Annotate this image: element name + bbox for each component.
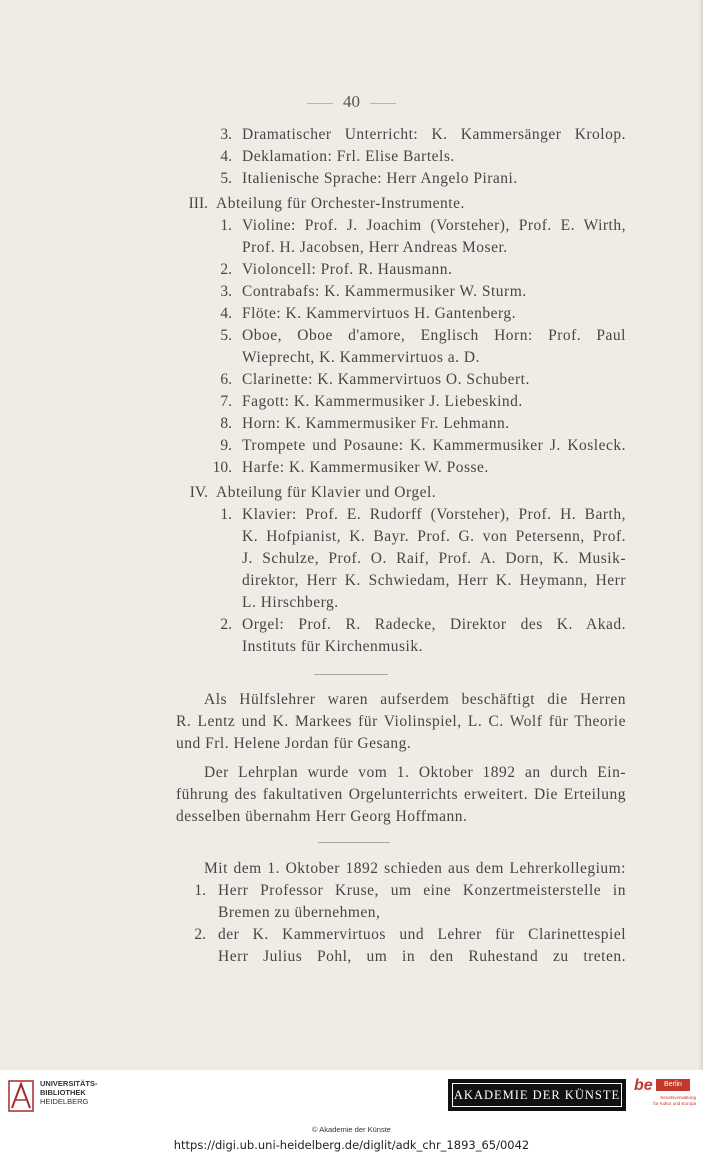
item-number: 2. (194, 926, 206, 943)
item-number: 10. (212, 459, 232, 476)
senate-subtitle (648, 1095, 696, 1106)
item-number: 1. (194, 882, 206, 899)
item-number: 1. (220, 217, 232, 234)
text-line: Italienische Sprache: Herr Angelo Pirani. (242, 170, 518, 187)
item-number: 4. (220, 148, 232, 165)
page-number-dash-left (307, 103, 333, 104)
viewer-footer (0, 1070, 703, 1156)
akademie-der-kuenste-logo[interactable] (448, 1079, 626, 1111)
item-number: 9. (220, 437, 232, 454)
section-heading: Abteilung für Klavier und Orgel. (216, 484, 437, 501)
text-line: Clarinette: K. Kammervirtuos O. Schubert. (242, 371, 530, 388)
text-line: Dramatischer Unterricht: K. Kammersänger Krolop. (242, 126, 626, 143)
adk-logo-text: AKADEMIE DER KÜNSTE (452, 1083, 622, 1107)
university-library-logo-icon[interactable] (8, 1078, 36, 1114)
text-line: Fagott: K. Kammermusiker J. Liebeskind. (242, 393, 523, 410)
text-line: Flöte: K. Kammervirtuos H. Gantenberg. (242, 305, 516, 322)
separator-rule (314, 674, 388, 675)
item-number: 5. (220, 327, 232, 344)
text-line: L. Hirschberg. (242, 594, 339, 611)
text-line: Orgel: Prof. R. Radecke, Direktor des K. Akad. (242, 616, 626, 633)
senate-subtitle-line: Senatsverwaltung (660, 1095, 696, 1100)
paragraph-line: R. Lentz und K. Markees für Violinspiel, L. C. Wolf für Theorie (176, 713, 626, 730)
item-number: 1. (220, 506, 232, 523)
page-edge-shadow (699, 0, 703, 1070)
university-library-name[interactable] (40, 1079, 98, 1106)
item-number: 7. (220, 393, 232, 410)
text-line: Violoncell: Prof. R. Hausmann. (242, 261, 453, 278)
ub-name-line: UNIVERSITÄTS- (40, 1079, 98, 1088)
text-line: Harfe: K. Kammermusiker W. Posse. (242, 459, 489, 476)
text-line: direktor, Herr K. Schwiedam, Herr K. Heymann, Herr (242, 572, 626, 589)
text-line: Klavier: Prof. E. Rudorff (Vorsteher), Prof. H. Barth, (242, 506, 626, 523)
permalink-url[interactable]: https://digi.ub.uni-heidelberg.de/diglit/adk_chr_1893_65/0042 (173, 1138, 530, 1152)
page-number-dash-right (370, 103, 396, 104)
text-line: Violine: Prof. J. Joachim (Vorsteher), Prof. E. Wirth, (242, 217, 626, 234)
paragraph-line: Der Lehrplan wurde vom 1. Oktober 1892 an durch Ein- (204, 764, 626, 781)
text-line: Oboe, Oboe d'amore, Englisch Horn: Prof. Paul (242, 327, 626, 344)
section-heading: Abteilung für Orchester-Instrumente. (216, 195, 465, 212)
text-line: Trompete und Posaune: K. Kammermusiker J. Kosleck. (242, 437, 626, 454)
paragraph-line: desselben übernahm Herr Georg Hoffmann. (176, 808, 468, 825)
text-line: der K. Kammervirtuos und Lehrer für Clarinettespiel (218, 926, 626, 943)
page-number (0, 92, 703, 112)
item-number: 4. (220, 305, 232, 322)
item-number: 2. (220, 261, 232, 278)
paragraph-line: Mit dem 1. Oktober 1892 schieden aus dem Lehrerkollegium: (204, 860, 626, 877)
be-logo-text: be (634, 1077, 653, 1094)
section-number: IV. (189, 484, 208, 501)
text-line: Deklamation: Frl. Elise Bartels. (242, 148, 455, 165)
senate-subtitle-line: für Kultur und Europa (653, 1100, 696, 1106)
text-line: Horn: K. Kammermusiker Fr. Lehmann. (242, 415, 510, 432)
item-number: 5. (220, 170, 232, 187)
text-line: Prof. H. Jacobsen, Herr Andreas Moser. (242, 239, 508, 256)
text-line: Contrabafs: K. Kammermusiker W. Sturm. (242, 283, 527, 300)
item-number: 2. (220, 616, 232, 633)
text-line: J. Schulze, Prof. O. Raif, Prof. A. Dorn, K. Musik- (242, 550, 626, 567)
section-number: III. (188, 195, 208, 212)
paragraph-line: führung des fakultativen Orgelunterrichts erweitert. Die Erteilung (176, 786, 626, 803)
copyright-notice: © Akademie der Künste (312, 1125, 391, 1134)
item-number: 3. (220, 283, 232, 300)
berlin-badge: Berlin (656, 1079, 690, 1091)
paragraph-line: Als Hülfslehrer waren aufserdem beschäftigt die Herren (204, 691, 626, 708)
text-line: Wieprecht, K. Kammervirtuos a. D. (242, 349, 480, 366)
text-line: Herr Professor Kruse, um eine Konzertmeisterstelle in (218, 882, 626, 899)
text-line: K. Hofpianist, K. Bayr. Prof. G. von Petersenn, Prof. (242, 528, 626, 545)
text-line: Instituts für Kirchenmusik. (242, 638, 423, 655)
berlin-senate-logo[interactable] (634, 1077, 696, 1121)
ub-name-line: BIBLIOTHEK (40, 1088, 86, 1097)
item-number: 3. (220, 126, 232, 143)
ub-name-line: HEIDELBERG (40, 1097, 89, 1106)
item-number: 8. (220, 415, 232, 432)
page-number-text: 40 (343, 92, 360, 111)
separator-rule (318, 842, 390, 843)
text-line: Bremen zu übernehmen, (218, 904, 381, 921)
text-line: Herr Julius Pohl, um in den Ruhestand zu treten. (218, 948, 626, 965)
item-number: 6. (220, 371, 232, 388)
paragraph-line: und Frl. Helene Jordan für Gesang. (176, 735, 412, 752)
